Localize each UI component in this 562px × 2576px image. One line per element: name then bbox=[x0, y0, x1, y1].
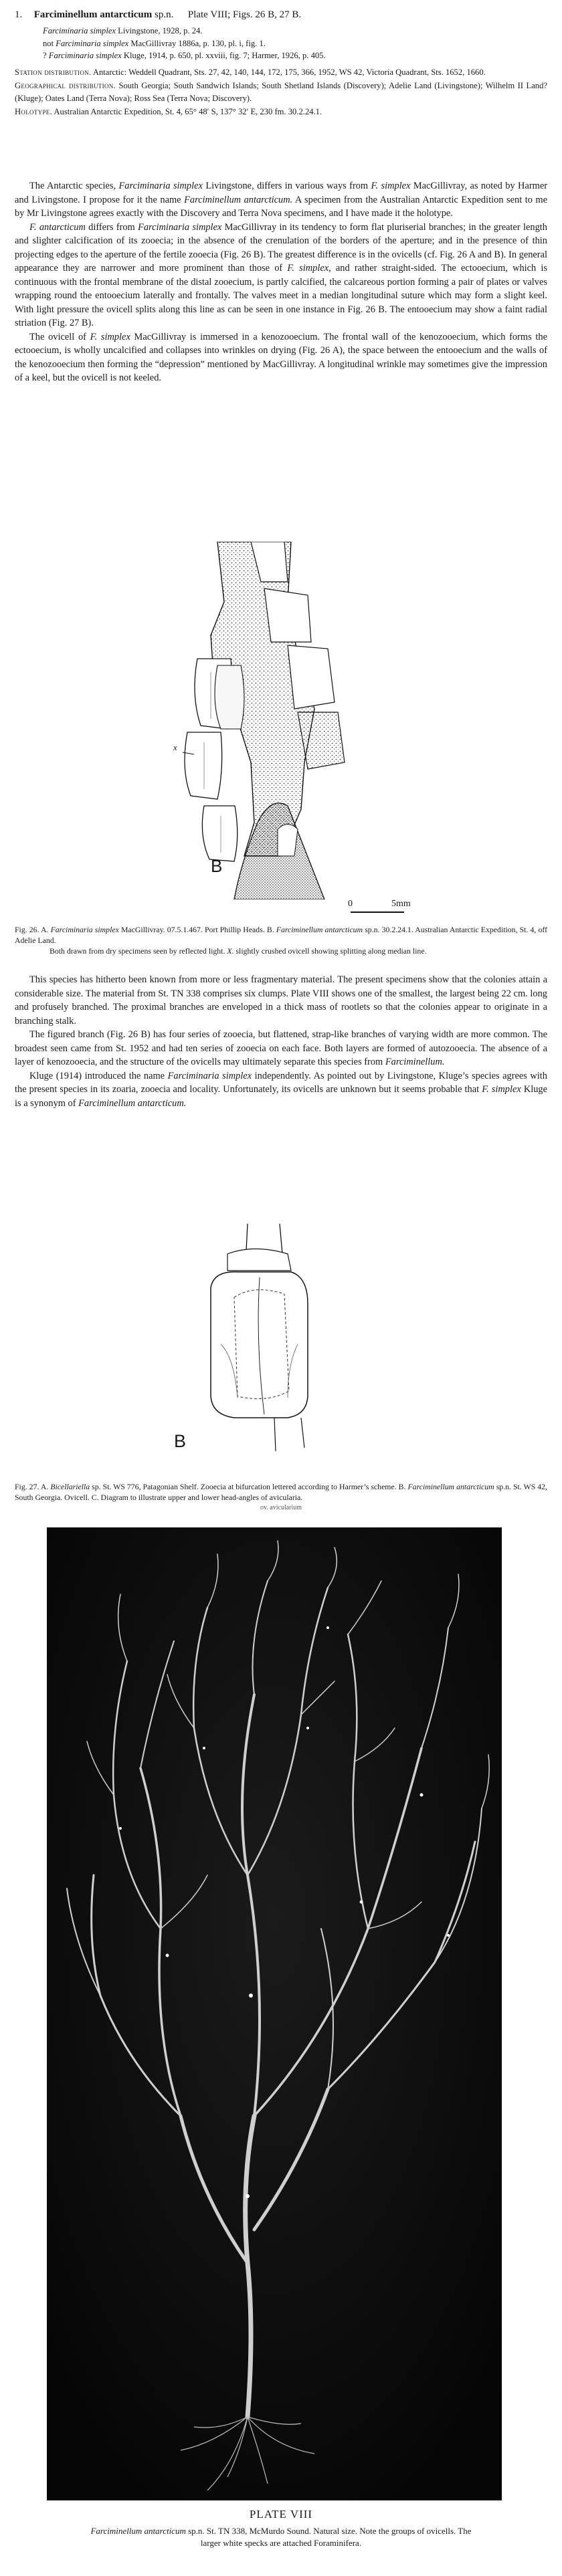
plate-title: PLATE VIII bbox=[249, 2508, 313, 2520]
paragraph: F. antarcticum differs from Farciminaria simplex MacGillivray in its tendency to form flat pluriserial branches; in the greater length and slighter calcification of its zooecia; in the absence of the crenulation of the borders of the aperture; and in the presence of thin projecting edges to the aperture of the fertile zooecia (Fig. 26 B). The greatest difference is in the ovicells (cf. Fig. 26 A and B). In general appearance they are narrower and more prominent than those of F. simplex, and rather straight-sided. The ectooecium, which is continuous with the frontal membrane of the distal zooecium, is partly calcified, the calcareous portion forming a pair of plates or valves wrapping round the entooecium laterally and frontally. The valves meet in a median longitudinal suture which may form a slight keel. With light pressure the ovicell splits along this line as can be seen in one instance in Fig. 26 B. The entooecium may show a faint radial striation (Fig. 27 B). bbox=[15, 221, 548, 328]
label-x: x bbox=[173, 742, 177, 752]
geographical-distribution: Geographical distribution. South Georgia; South Sandwich Islands; South Shetland Islands (Discovery); Adelie Land (Livingstone); Wilhelm II Land? (Kluge); Oates Land (Terra Nova); Ross Sea (Terra Nova; Discovery). bbox=[15, 81, 547, 103]
plate-photograph bbox=[47, 1527, 502, 2500]
synonymy-line: not Farciminaria simplex MacGillivray 1886a, p. 130, pl. i, fig. 1. bbox=[43, 38, 266, 48]
colony-photo-illustration bbox=[47, 1527, 502, 2500]
cut-off-text: ov. avicularium bbox=[260, 1504, 302, 1509]
scale-bar: 0 5mm bbox=[348, 899, 421, 919]
bryozoan-branch-illustration bbox=[171, 542, 391, 899]
figure-26-drawing bbox=[171, 542, 391, 899]
ovicell-illustration bbox=[174, 1224, 328, 1471]
entry-number: 1. bbox=[15, 9, 23, 20]
species-entry bbox=[0, 8, 562, 118]
plate-caption: Farciminellum antarcticum sp.n. St. TN 338, McMurdo Sound. Natural size. Note the groups of ovicells. The larger white specks are attached Foraminifera. bbox=[90, 2526, 472, 2548]
synonymy-list bbox=[15, 25, 547, 62]
synonymy-line: ? Farciminaria simplex Kluge, 1914, p. 650, pl. xxviii, fig. 7; Harmer, 1926, p. 405. bbox=[43, 51, 326, 60]
plate-caption-block bbox=[0, 2508, 562, 2549]
species-heading bbox=[15, 8, 547, 22]
paragraph: Kluge (1914) introduced the name Farciminaria simplex independently. As pointed out by Livingstone, Kluge’s species agrees with the present species in its zoaria, zooecia and locality. Unfortunately, its ovicells are unknown but it seems probable that F. simplex Kluge is a synonym of Farciminellum antarcticum. bbox=[15, 1070, 547, 1109]
plate-reference: Plate VIII; Figs. 26 B, 27 B. bbox=[187, 9, 302, 20]
figure-26-caption: Fig. 26. A. Farciminaria simplex MacGillivray. 07.5.1.467. Port Phillip Heads. B. Farciminellum antarcticum sp.n. 30.2.24.1. Australian Antarctic Expedition, St. 4, off Adelie Land. Both drawn from dry specimens seen by reflected light. X. slightly crushed ovicell showing splitting along median line. bbox=[15, 925, 548, 956]
holotype: Holotype. Australian Antarctic Expedition, St. 4, 65° 48′ S, 137° 32′ E, 230 fm. 30.2.24.1. bbox=[15, 107, 322, 116]
panel-label-b: B bbox=[174, 1431, 187, 1451]
paragraph: The Antarctic species, Farciminaria simplex Livingstone, differs in various ways from F. simplex MacGillivray, as noted by Harmer and Livingstone. I propose for it the name Farciminellum antarcticum. A specimen from the Australian Antarctic Expedition sent to me by Mr Livingstone agrees exactly with the Discovery and Terra Nova specimens, and I have made it the holotype. bbox=[15, 181, 547, 219]
scale-bar-line bbox=[351, 911, 404, 913]
body-text-upper bbox=[0, 179, 562, 385]
figure-27-caption: Fig. 27. A. Bicellariella sp. St. WS 776, Patagonian Shelf. Zooecia at bifurcation lettered according to Harmer’s scheme. B. Farciminellum antarcticum sp.n. St. WS 42, South Georgia. Ovicell. C. Diagram to illustrate upper and lower head-angles of avicularia. ov. avicularium bbox=[0, 1481, 562, 1509]
station-distribution: Station distribution. Antarctic: Weddell Quadrant, Sts. 27, 42, 140, 144, 172, 175, 366, 1952, WS 42, Victoria Quadrant, Sts. 1652, 1660. bbox=[15, 67, 486, 77]
paragraph: The ovicell of F. simplex MacGillivray is immersed in a kenozooecium. The frontal wall of the kenozooecium, which forms the ectooecium, is wholly uncalcified and collapses into wrinkles on drying (Fig. 26 A), the space between the entooecium and the walls of the kenozooecium then forming the “depression” mentioned by MacGillivray. A longitudinal wrinkle may sometimes give the impression of a keel, but the ovicell is not keeled. bbox=[15, 331, 547, 383]
body-text-lower bbox=[0, 973, 562, 1110]
species-name: Farciminellum antarcticum bbox=[33, 9, 153, 20]
paragraph: This species has hitherto been known from more or less fragmentary material. The present specimens show that the colonies attain a considerable size. The material from St. TN 338 comprises six clumps. Plate VIII shows one of the smallest, the largest being 22 cm. long and profusely branched. The proximal branches are enveloped in a thick mass of rootlets so that the colonies appear to originate in a branching stalk. bbox=[15, 974, 547, 1027]
paragraph: The figured branch (Fig. 26 B) has four series of zooecia, but flattened, strap-like branches of varying width are more common. The broadest seen came from St. 1952 and had ten series of zooecia on each face. Both layers are formed of autozooecia. The absence of a layer of kenozooecia, and the structure of the ovicells may ultimately separate this species from Farciminellum. bbox=[15, 1029, 547, 1067]
synonymy-line: Farciminaria simplex Livingstone, 1928, p. 24. bbox=[43, 26, 203, 35]
panel-label-b: B bbox=[211, 856, 223, 876]
figure-27-drawing bbox=[174, 1224, 328, 1471]
species-suffix: sp.n. bbox=[155, 9, 174, 20]
